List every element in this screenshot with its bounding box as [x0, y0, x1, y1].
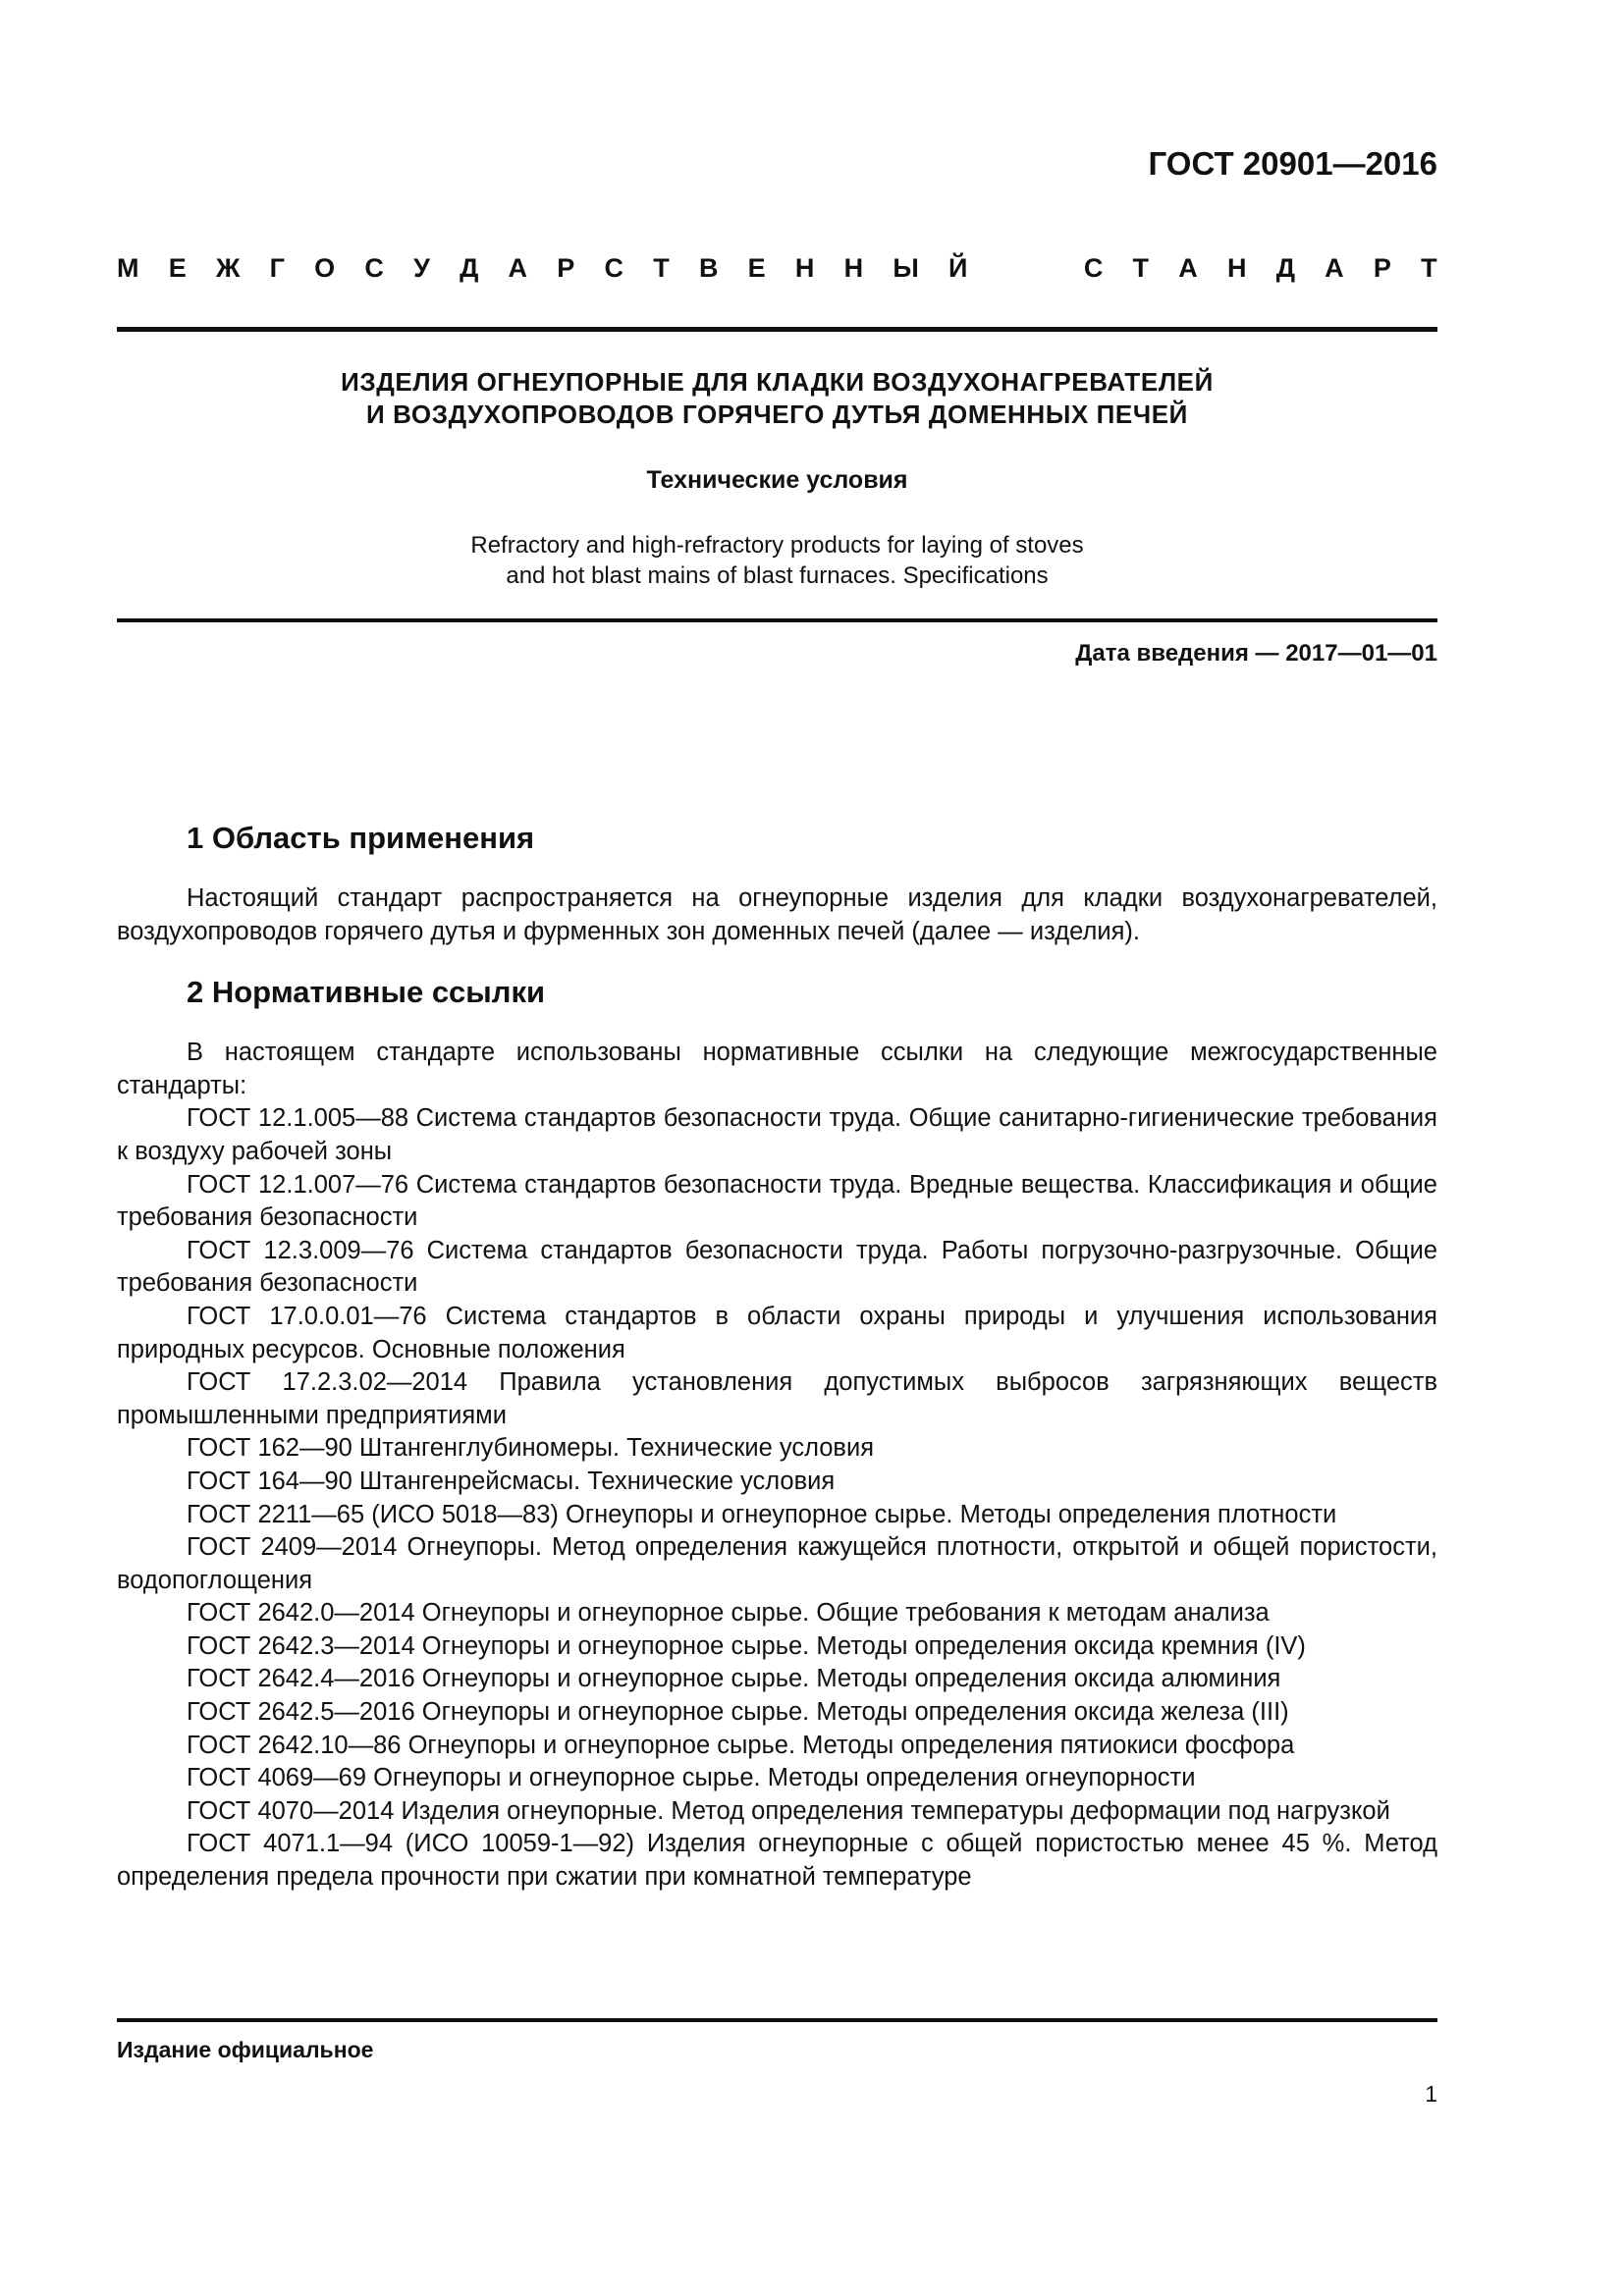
- english-title: [117, 530, 1437, 591]
- heading-letter: А: [1178, 253, 1198, 283]
- heading-letter: Е: [168, 253, 187, 283]
- heading-letter: Ж: [215, 253, 241, 283]
- bottom-rule: [117, 2018, 1437, 2022]
- heading-letter: Т: [1421, 253, 1437, 283]
- heading-letter: Н: [794, 253, 815, 283]
- reference-item: ГОСТ 2642.5—2016 Огнеупоры и огнеупорное сырье. Методы определения оксида железа (III): [187, 1698, 1289, 1727]
- heading-letter: Р: [557, 253, 575, 283]
- heading-letter: В: [698, 253, 719, 283]
- reference-item: ГОСТ 2642.4—2016 Огнеупоры и огнеупорное сырье. Методы определения оксида алюминия: [187, 1665, 1281, 1693]
- heading-letter: А: [1325, 253, 1344, 283]
- heading-letter: С: [364, 253, 384, 283]
- heading-letter: Н: [843, 253, 864, 283]
- word-gap: [998, 253, 1055, 284]
- reference-item: ГОСТ 4070—2014 Изделия огнеупорные. Метод определения температуры деформации под нагрузкой: [187, 1796, 1390, 1825]
- introduction-date: Дата введения — 2017—01—01: [1075, 640, 1437, 667]
- reference-item: ГОСТ 17.0.0.01—76 Система стандартов в области охраны природы и улучшения использования природных ресурсов. Основные положения: [117, 1302, 1437, 1363]
- heading-letter: Д: [1275, 253, 1295, 283]
- section-2-references: [117, 1037, 1437, 1894]
- document-subtitle: Технические условия: [646, 466, 908, 494]
- section-2-heading: 2 Нормативные ссылки: [187, 975, 546, 1010]
- section-1-heading: 1 Область применения: [187, 821, 535, 855]
- reference-item: ГОСТ 2211—65 (ИСО 5018—83) Огнеупоры и огнеупорное сырье. Методы определения плотности: [187, 1500, 1337, 1528]
- heading-letter: Р: [1373, 253, 1391, 283]
- reference-item: ГОСТ 2409—2014 Огнеупоры. Метод определения кажущейся плотности, открытой и общей пористости, водопоглощения: [117, 1533, 1437, 1594]
- heading-letter: Е: [747, 253, 766, 283]
- reference-item: ГОСТ 164—90 Штангенрейсмасы. Технические условия: [187, 1467, 836, 1495]
- section-2-intro-paragraph: В настоящем стандарте использованы нормативные ссылки на следующие межгосударственные стандарты:: [117, 1039, 1437, 1099]
- interstate-standard-heading: [117, 253, 1437, 284]
- reference-item: ГОСТ 12.3.009—76 Система стандартов безопасности труда. Работы погрузочно-разгрузочные. Общие требования безопасности: [117, 1236, 1437, 1298]
- english-title-line-2: and hot blast mains of blast furnaces. Specifications: [506, 562, 1049, 589]
- heading-letter: Т: [1132, 253, 1150, 283]
- document-body: [117, 820, 1437, 1895]
- reference-item: ГОСТ 2642.3—2014 Огнеупоры и огнеупорное сырье. Методы определения оксида кремния (IV): [187, 1631, 1306, 1660]
- reference-item: ГОСТ 162—90 Штангенглубиномеры. Технические условия: [187, 1434, 875, 1463]
- heading-letter: Ы: [893, 253, 919, 283]
- reference-item: ГОСТ 12.1.007—76 Система стандартов безопасности труда. Вредные вещества. Классификация и общие требования безопасности: [117, 1170, 1437, 1232]
- page-number: 1: [1425, 2081, 1437, 2107]
- title-line-2: И ВОЗДУХОПРОВОДОВ ГОРЯЧЕГО ДУТЬЯ ДОМЕННЫХ ПЕЧЕЙ: [366, 400, 1188, 429]
- heading-letter: Т: [653, 253, 670, 283]
- document-title: [117, 366, 1437, 431]
- heading-letter: Й: [947, 253, 968, 283]
- heading-letter: Н: [1226, 253, 1247, 283]
- section-1-paragraph: Настоящий стандарт распространяется на огнеупорные изделия для кладки воздухонагревателей, воздухопроводов горячего дутья и фурменных зон доменных печей (далее — изделия).: [117, 884, 1437, 945]
- reference-item: ГОСТ 4069—69 Огнеупоры и огнеупорное сырье. Методы определения огнеупорности: [187, 1764, 1196, 1792]
- heading-letter: Г: [269, 253, 285, 283]
- english-title-line-1: Refractory and high-refractory products for laying of stoves: [470, 532, 1084, 559]
- heading-letter: У: [413, 253, 430, 283]
- reference-item: ГОСТ 12.1.005—88 Система стандартов безопасности труда. Общие санитарно-гигиенические требования к воздуху рабочей зоны: [117, 1104, 1437, 1165]
- middle-rule: [117, 618, 1437, 622]
- reference-item: ГОСТ 2642.0—2014 Огнеупоры и огнеупорное сырье. Общие требования к методам анализа: [187, 1599, 1270, 1628]
- official-edition-label: Издание официальное: [117, 2037, 374, 2062]
- top-rule: [117, 327, 1437, 332]
- reference-item: ГОСТ 2642.10—86 Огнеупоры и огнеупорное сырье. Методы определения пятиокиси фосфора: [187, 1731, 1295, 1759]
- heading-letter: М: [117, 253, 139, 283]
- heading-letter: С: [604, 253, 623, 283]
- reference-item: ГОСТ 4071.1—94 (ИСО 10059-1—92) Изделия огнеупорные с общей пористостью менее 45 %. Метод определения предела прочности при сжатии при комнатной температуре: [117, 1830, 1437, 1892]
- heading-letter: Д: [460, 253, 479, 283]
- heading-letter: С: [1083, 253, 1104, 283]
- heading-letter: А: [508, 253, 528, 283]
- heading-letter: О: [314, 253, 336, 283]
- gost-number: ГОСТ 20901—2016: [1148, 145, 1437, 182]
- title-line-1: ИЗДЕЛИЯ ОГНЕУПОРНЫЕ ДЛЯ КЛАДКИ ВОЗДУХОНАГРЕВАТЕЛЕЙ: [341, 367, 1214, 397]
- reference-item: ГОСТ 17.2.3.02—2014 Правила установления допустимых выбросов загрязняющих веществ промышленными предприятиями: [117, 1368, 1437, 1429]
